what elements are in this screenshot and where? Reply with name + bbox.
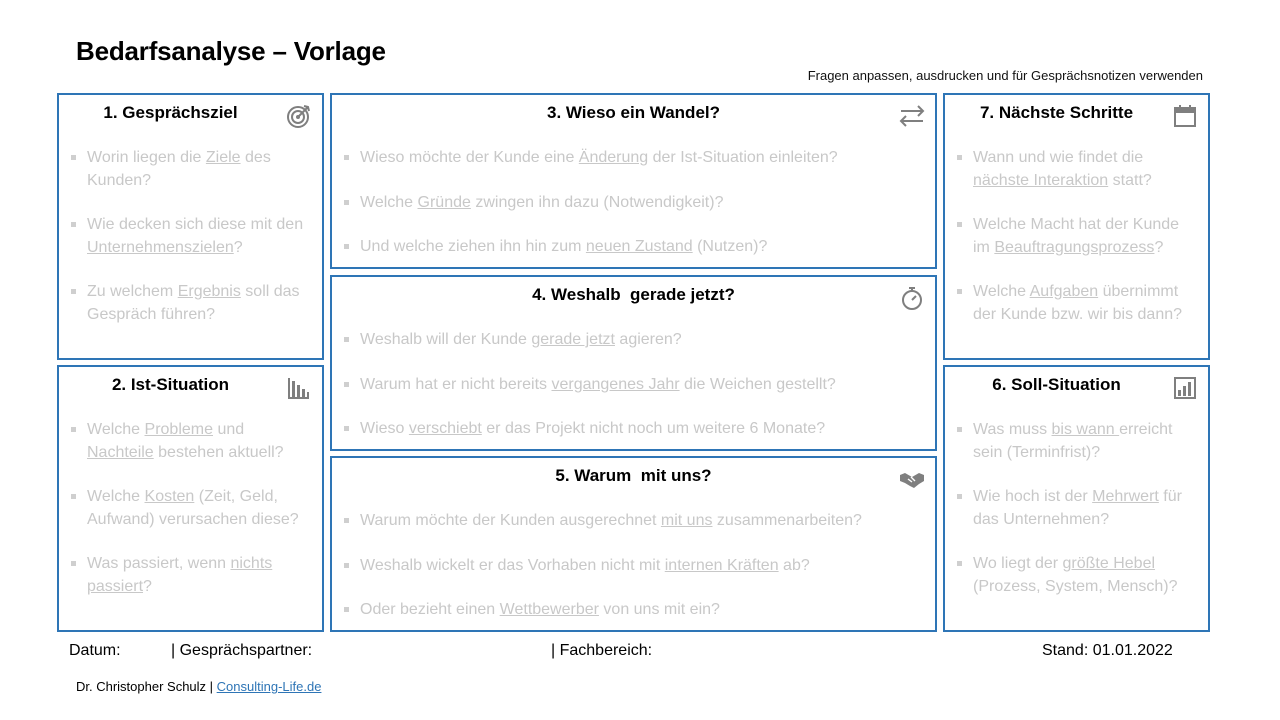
keyword: Wettbewerber xyxy=(499,601,599,618)
question-text: Warum möchte der Kunden ausgerechnet xyxy=(360,512,661,529)
question-item xyxy=(69,281,314,326)
question-item xyxy=(955,486,1200,531)
question-text: des Kunden? xyxy=(87,149,271,189)
question-text: und xyxy=(213,421,245,438)
question-item xyxy=(342,329,927,352)
question-text: Weshalb wickelt er das Vorhaben nicht mit xyxy=(360,556,665,574)
question-item xyxy=(342,599,927,622)
page-subtitle: Fragen anpassen, ausdrucken und für Gesprächsnotizen verwenden xyxy=(807,68,1203,83)
question-list xyxy=(955,147,1200,348)
keyword: mit uns xyxy=(660,512,713,529)
question-item xyxy=(69,147,314,192)
question-text: soll das Gespräch führen? xyxy=(87,283,300,323)
question-item xyxy=(342,510,927,533)
question-text: Welche xyxy=(360,193,418,211)
question-item xyxy=(955,281,1200,326)
question-text: Welche xyxy=(87,421,145,438)
question-list xyxy=(69,147,314,348)
keyword: vergangenes Jahr xyxy=(551,375,680,393)
credit-line xyxy=(76,679,321,694)
stopwatch-icon xyxy=(899,285,925,311)
keyword: nichts passiert xyxy=(87,555,273,595)
keyword: bis wann xyxy=(1051,421,1120,438)
keyword: verschiebt xyxy=(408,420,482,437)
question-text: erreicht sein (Terminfrist)? xyxy=(973,421,1173,461)
question-text: Weshalb will der Kunde xyxy=(360,331,532,348)
keyword: Änderung xyxy=(578,149,649,166)
question-text: Warum hat er nicht bereits xyxy=(360,375,552,393)
box-title: 2. Ist-Situation xyxy=(111,375,230,394)
box-soll-situation xyxy=(943,365,1210,632)
credit-link[interactable]: Consulting-Life.de xyxy=(216,679,322,694)
question-text: ab? xyxy=(778,556,810,574)
question-list xyxy=(342,510,927,644)
question-list xyxy=(69,419,314,620)
question-text: bestehen aktuell? xyxy=(153,443,284,461)
question-text: (Zeit, Geld, Aufwand) verursachen diese? xyxy=(87,488,299,528)
question-item xyxy=(342,374,927,397)
question-text: Wann und wie findet die xyxy=(973,149,1144,166)
question-text: Wieso möchte der Kunde eine xyxy=(360,149,579,166)
footer-fachbereich: | Fachbereich: xyxy=(551,642,653,659)
keyword: Aufgaben xyxy=(1029,283,1099,300)
question-text: ? xyxy=(143,577,152,595)
box-ist-situation xyxy=(57,365,324,632)
keyword: nächste Interaktion xyxy=(973,171,1109,189)
box-gespraechsziel xyxy=(57,93,324,360)
keyword: internen Kräften xyxy=(664,556,779,574)
target-icon xyxy=(286,103,312,129)
question-text: (Prozess, System, Mensch)? xyxy=(973,577,1178,595)
question-text: für das Unternehmen? xyxy=(973,488,1182,528)
question-text: er das Projekt nicht noch um weitere 6 Monate? xyxy=(481,420,826,437)
box-mit-uns xyxy=(330,456,937,632)
question-item xyxy=(69,214,314,259)
question-text: agieren? xyxy=(614,331,682,348)
question-item xyxy=(69,486,314,531)
question-text: von uns mit ein? xyxy=(598,601,720,618)
question-text: zusammenarbeiten? xyxy=(712,512,862,529)
swap-arrows-icon xyxy=(899,103,925,129)
box-title: 5. Warum mit uns? xyxy=(555,466,712,485)
keyword: Ziele xyxy=(205,149,241,166)
question-item xyxy=(342,192,927,215)
question-item xyxy=(69,553,314,598)
question-text: zwingen ihn dazu (Notwendigkeit)? xyxy=(470,193,724,211)
question-text: Wie decken sich diese mit den xyxy=(87,216,304,233)
question-list xyxy=(342,147,927,281)
question-text: Was passiert, wenn xyxy=(87,555,231,572)
question-text: statt? xyxy=(1108,171,1152,189)
question-text: Und welche ziehen ihn hin zum xyxy=(360,238,586,255)
question-text: Wo liegt der xyxy=(973,555,1063,572)
question-item xyxy=(955,214,1200,259)
question-text: Oder bezieht einen xyxy=(360,601,500,618)
box-title: 7. Nächste Schritte xyxy=(979,103,1134,122)
question-text: Worin liegen die xyxy=(87,149,206,166)
keyword: Mehrwert xyxy=(1092,488,1159,505)
question-item xyxy=(955,553,1200,598)
calendar-icon xyxy=(1172,103,1198,129)
footer-gespraechspartner: | Gesprächspartner: xyxy=(171,642,313,659)
question-text: Welche xyxy=(973,283,1030,300)
box-gerade-jetzt xyxy=(330,275,937,451)
footer-datum: Datum: xyxy=(69,642,121,659)
question-text: ? xyxy=(1154,238,1164,256)
question-item xyxy=(342,147,927,170)
keyword: Kosten xyxy=(144,488,195,505)
page-title: Bedarfsanalyse – Vorlage xyxy=(76,36,386,66)
keyword: Beauftragungsprozess xyxy=(994,238,1155,256)
keyword: Nachteile xyxy=(87,443,154,461)
keyword: Ergebnis xyxy=(177,283,241,300)
box-title: 1. Gesprächsziel xyxy=(103,103,238,122)
question-text: die Weichen gestellt? xyxy=(679,375,836,393)
keyword: Gründe xyxy=(417,193,471,211)
box-naechste-schritte xyxy=(943,93,1210,360)
question-item xyxy=(342,555,927,578)
question-text: Wieso xyxy=(360,420,409,437)
keyword: neuen Zustand xyxy=(585,238,693,255)
question-item xyxy=(955,147,1200,192)
question-item xyxy=(955,419,1200,464)
keyword: Unternehmenszielen xyxy=(87,238,234,256)
question-text: Zu welchem xyxy=(87,283,178,300)
box-title: 6. Soll-Situation xyxy=(992,375,1121,394)
box-title: 3. Wieso ein Wandel? xyxy=(546,103,721,122)
keyword: gerade jetzt xyxy=(531,331,615,348)
question-text: der Ist-Situation einleiten? xyxy=(648,149,838,166)
question-item xyxy=(69,419,314,464)
bar-chart-up-icon xyxy=(1172,375,1198,401)
question-list xyxy=(342,329,927,463)
question-text: Welche xyxy=(87,488,145,505)
credit-author: Dr. Christopher Schulz | xyxy=(76,679,217,694)
box-title: 4. Weshalb gerade jetzt? xyxy=(532,285,735,304)
question-list xyxy=(955,419,1200,620)
keyword: größte Hebel xyxy=(1062,555,1156,572)
handshake-icon xyxy=(899,466,925,492)
question-text: (Nutzen)? xyxy=(692,238,768,255)
footer-stand: Stand: 01.01.2022 xyxy=(1042,642,1173,659)
bar-chart-down-icon xyxy=(286,375,312,401)
question-text: Wie hoch ist der xyxy=(973,488,1093,505)
question-text: Welche Macht hat der Kunde im xyxy=(973,216,1180,256)
keyword: Probleme xyxy=(144,421,213,438)
box-wieso-wandel xyxy=(330,93,937,269)
question-item xyxy=(342,418,927,441)
question-item xyxy=(342,236,927,259)
question-text: ? xyxy=(233,238,243,256)
question-text: übernimmt der Kunde bzw. wir bis dann? xyxy=(973,283,1183,323)
question-text: Was muss xyxy=(973,421,1052,438)
